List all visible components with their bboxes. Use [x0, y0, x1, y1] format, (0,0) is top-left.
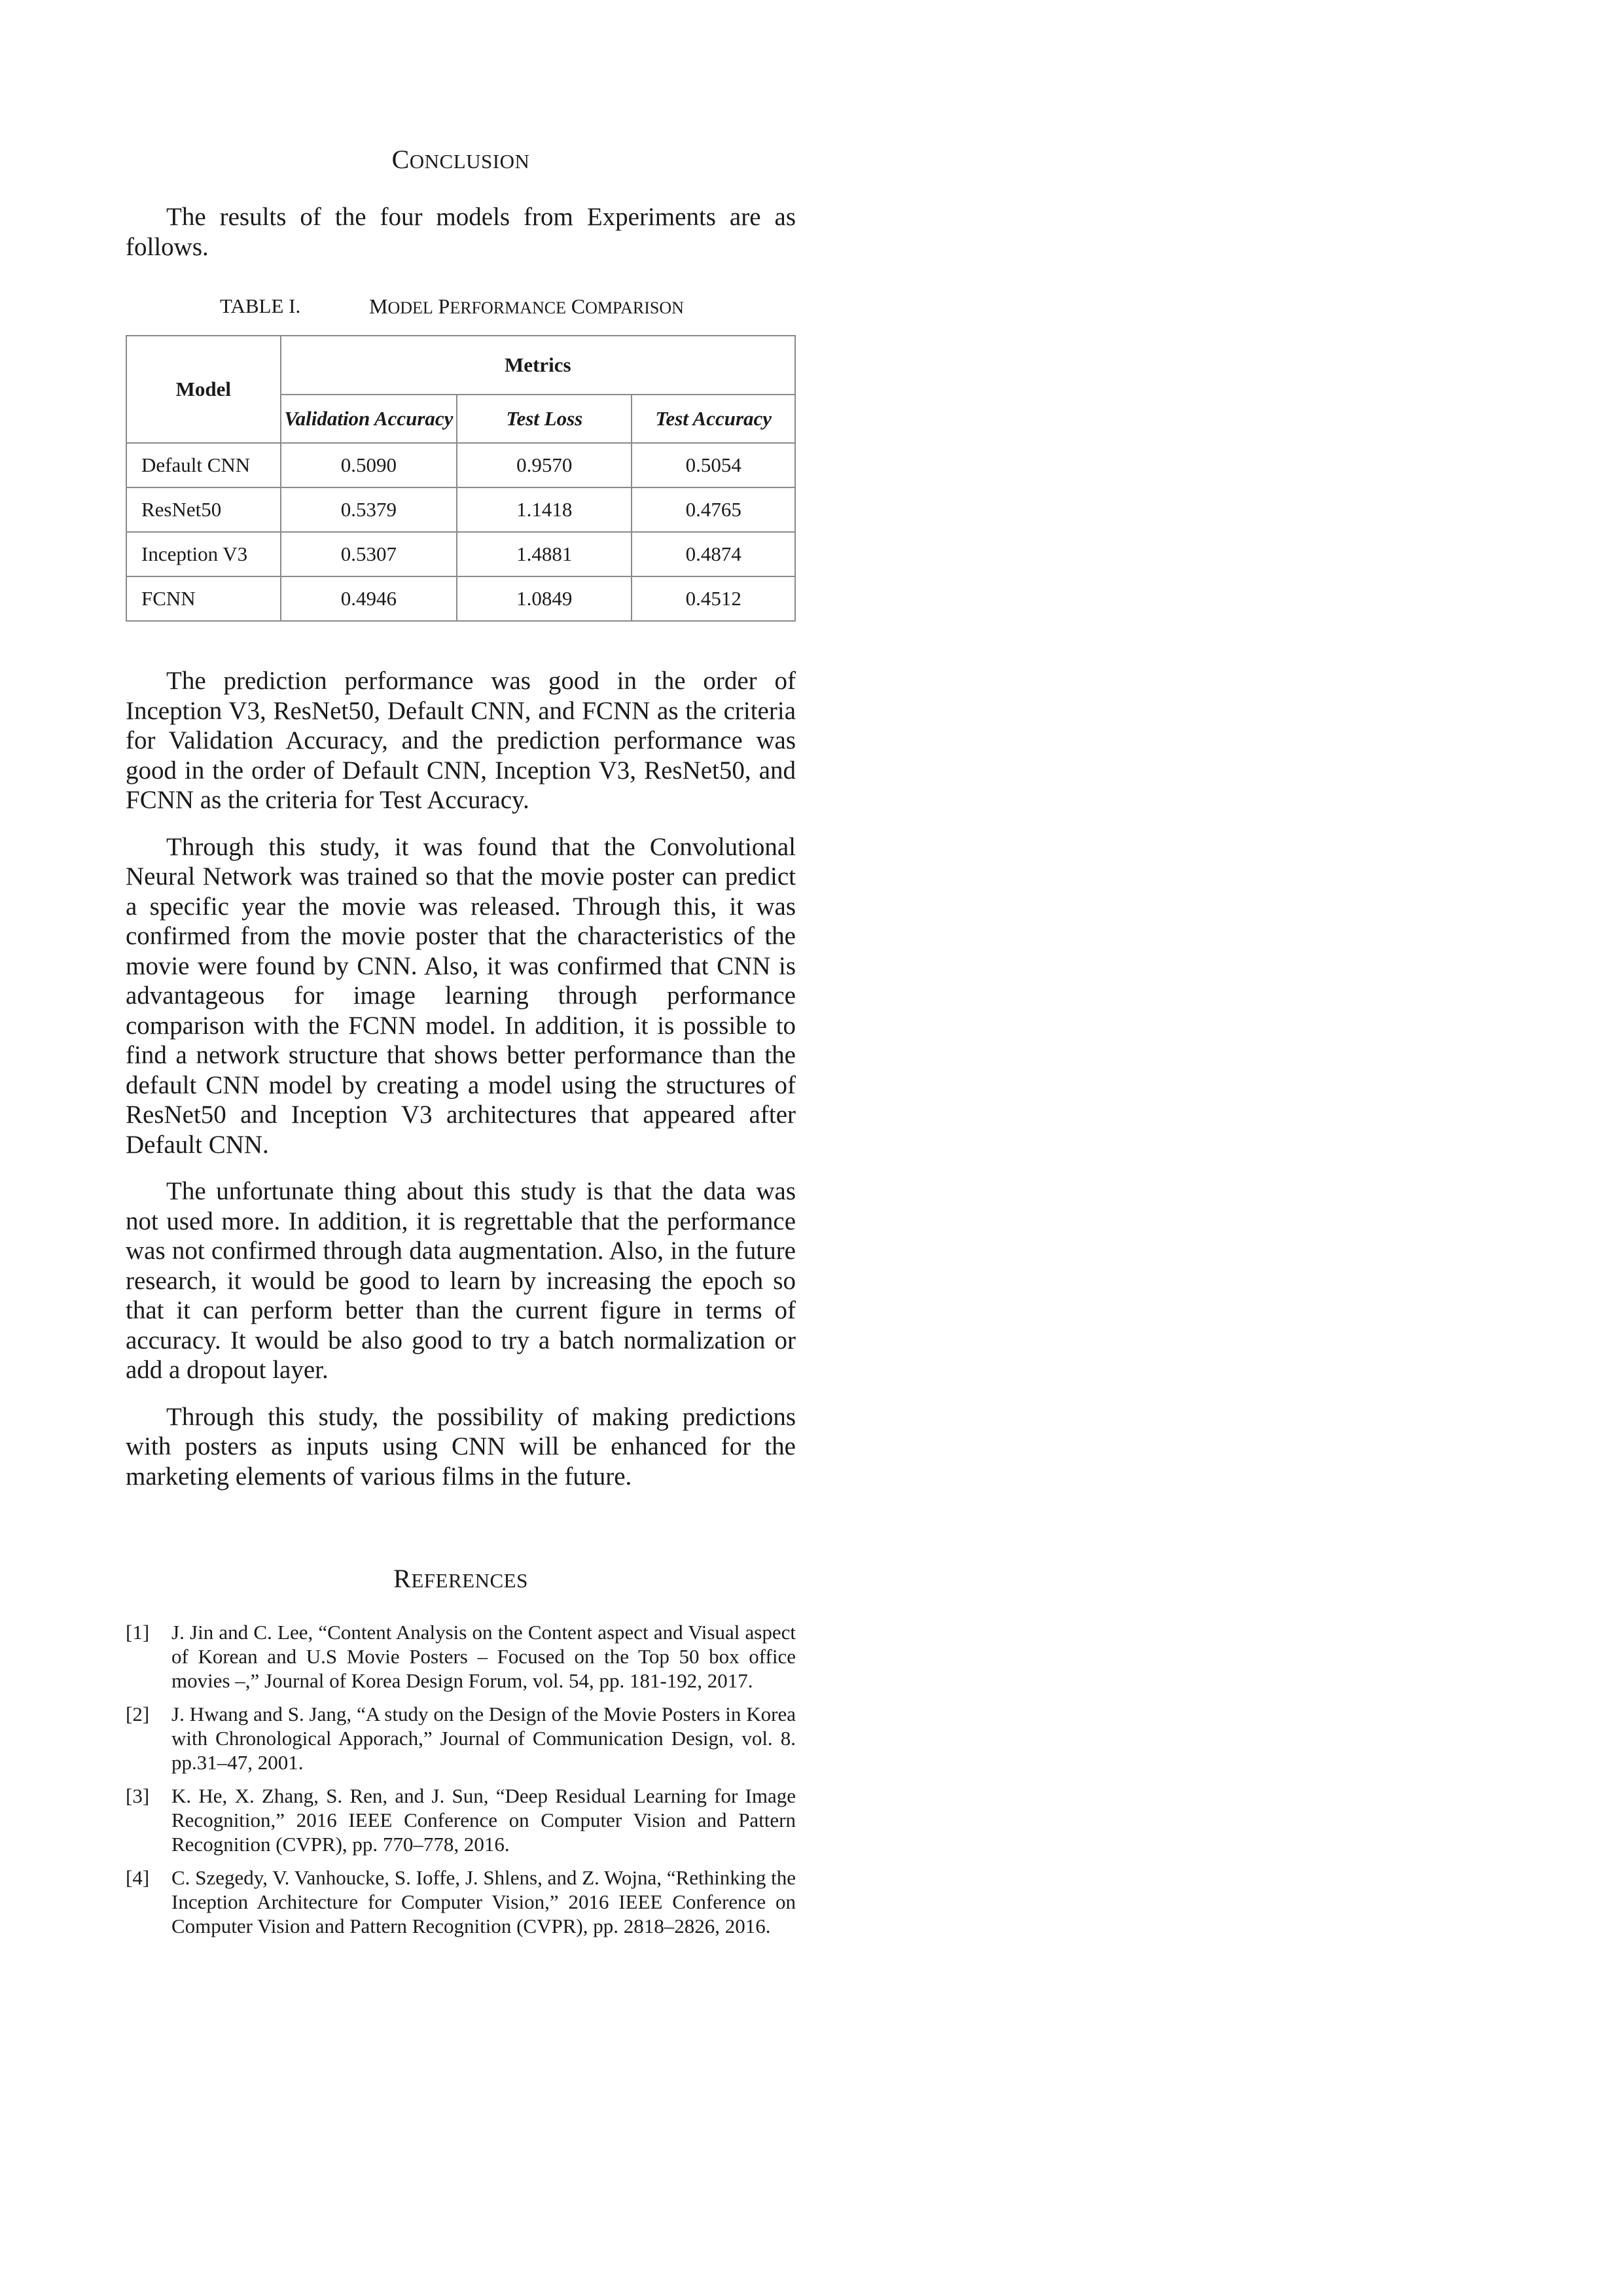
reference-number: [4] [126, 1866, 150, 1889]
cell-validation-accuracy: 0.5379 [281, 487, 457, 532]
cell-test-accuracy: 0.4512 [632, 576, 795, 621]
cell-test-loss: 1.0849 [457, 576, 632, 621]
model-performance-table [126, 335, 796, 622]
reference-number: [2] [126, 1703, 150, 1725]
paragraph-limitations: The unfortunate thing about this study is that the data was not used more. In addition, it is regrettable that the performance was not confirmed through data augmentation. Also, in the future research, it would be good to learn by increasing the epoch so that it can perform better than the current figure in terms of accuracy. It would be also good to try a batch normalization or add a dropout layer. [126, 1177, 796, 1384]
paragraph-prediction-order: The prediction performance was good in the order of Inception V3, ResNet50, Default CNN, and FCNN as the criteria for Validation Accuracy, and the prediction performance was good in the order of Default CNN, Inception V3, ResNet50, and FCNN as the criteria for Test Accuracy. [126, 667, 796, 814]
cell-test-accuracy: 0.4874 [632, 532, 795, 576]
cell-model: Inception V3 [126, 532, 281, 576]
cell-test-accuracy: 0.5054 [632, 443, 795, 487]
cell-validation-accuracy: 0.5307 [281, 532, 457, 576]
reference-text: J. Jin and C. Lee, “Content Analysis on the Content aspect and Visual aspect of Korean and U.S Movie Posters – Focused on the Top 50 box office movies –,” Journal of Korea Design Forum, vol. 54, pp. 181-192, 2017. [171, 1621, 796, 1692]
paper-column [126, 144, 796, 1947]
reference-number: [1] [126, 1621, 150, 1644]
reference-item [126, 1865, 796, 1938]
reference-text: K. He, X. Zhang, S. Ren, and J. Sun, “Deep Residual Learning for Image Recognition,” 2016 IEEE Conference on Computer Vision and Pattern Recognition (CVPR), pp. 770–778, 2016. [171, 1784, 796, 1856]
cell-model: ResNet50 [126, 487, 281, 532]
cell-model: FCNN [126, 576, 281, 621]
header-metrics: Metrics [281, 336, 795, 395]
reference-item [126, 1620, 796, 1693]
reference-text: C. Szegedy, V. Vanhoucke, S. Ioffe, J. Shlens, and Z. Wojna, “Rethinking the Inception Architecture for Computer Vision,” 2016 IEEE Conference on Computer Vision and Pattern Recognition (CVPR), pp. 2818–2826, 2016. [171, 1866, 796, 1937]
conclusion-intro: The results of the four models from Experiments are as follows. [126, 203, 796, 261]
cell-test-loss: 1.4881 [457, 532, 632, 576]
references-list [126, 1620, 796, 1938]
paragraph-study-findings: Through this study, it was found that the Convolutional Neural Network was trained so that the movie poster can predict a specific year the movie was released. Through this, it was confirmed from the movie poster that the characteristics of the movie were found by CNN. Also, it was confirmed that CNN is advantageous for image learning through performance comparison with the FCNN model. In addition, it is possible to find a network structure that shows better performance than the default CNN model by creating a model using the structures of ResNet50 and Inception V3 architectures that appeared after Default CNN. [126, 832, 796, 1159]
conclusion-heading: CONCLUSION [391, 145, 530, 174]
cell-test-loss: 0.9570 [457, 443, 632, 487]
reference-number: [3] [126, 1784, 150, 1807]
table-label: TABLE I. [220, 294, 301, 317]
reference-text: J. Hwang and S. Jang, “A study on the Design of the Movie Posters in Korea with Chronological Apporach,” Journal of Communication Design, vol. 8. pp.31–47, 2001. [171, 1703, 796, 1774]
table-row [126, 443, 795, 487]
header-test-loss: Test Loss [457, 395, 632, 443]
cell-model: Default CNN [126, 443, 281, 487]
table-row [126, 576, 795, 621]
cell-validation-accuracy: 0.5090 [281, 443, 457, 487]
table-row [126, 532, 795, 576]
cell-test-loss: 1.1418 [457, 487, 632, 532]
reference-item [126, 1784, 796, 1856]
cell-test-accuracy: 0.4765 [632, 487, 795, 532]
table-header-row [126, 336, 795, 395]
cell-validation-accuracy: 0.4946 [281, 576, 457, 621]
reference-item [126, 1702, 796, 1775]
table-row [126, 487, 795, 532]
paragraph-outlook: Through this study, the possibility of making predictions with posters as inputs using CNN will be enhanced for the marketing elements of various films in the future. [126, 1402, 796, 1491]
header-model: Model [126, 336, 281, 443]
table-title: MODEL PERFORMANCE COMPARISON [369, 294, 684, 318]
table-caption [126, 294, 796, 321]
header-validation-accuracy: Validation Accuracy [281, 395, 457, 443]
references-heading: REFERENCES [393, 1564, 528, 1593]
header-test-accuracy: Test Accuracy [632, 395, 795, 443]
